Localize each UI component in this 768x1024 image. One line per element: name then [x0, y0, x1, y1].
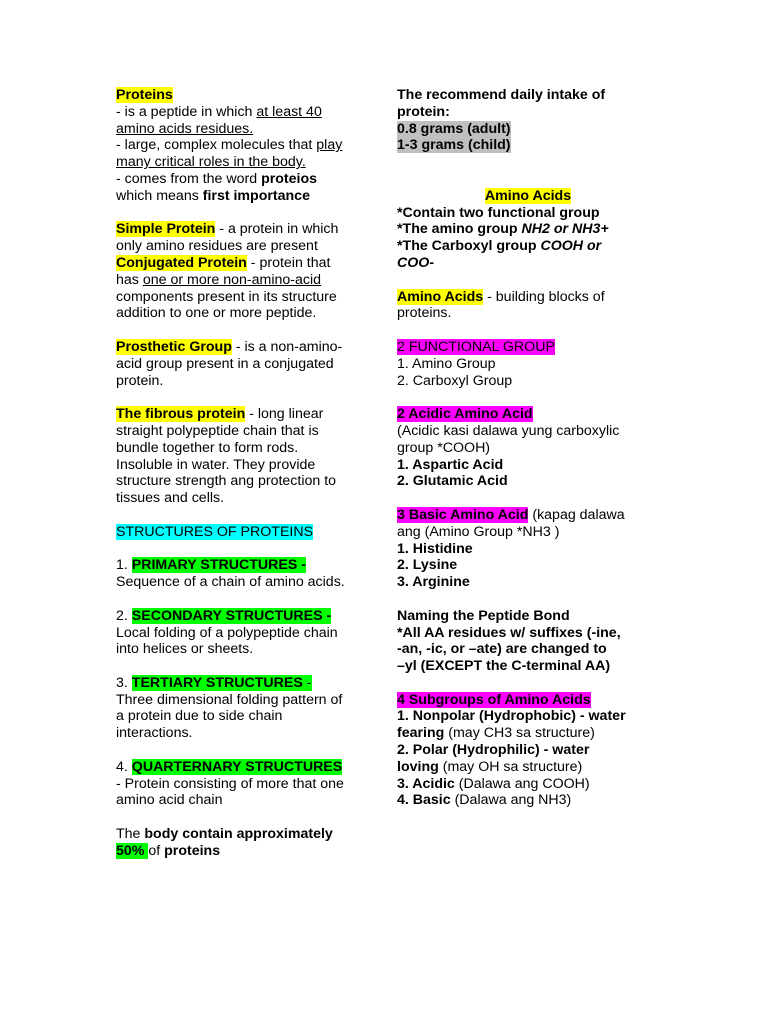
naming-line-1: *All AA residues w/ suffixes (-ine, [397, 624, 621, 641]
proteins-def-5b: proteios [261, 170, 318, 187]
acidic-item-1: 1. Aspartic Acid [397, 456, 504, 473]
fibrous-def-6: tissues and cells. [116, 490, 225, 507]
fibrous-def-2: straight polypeptide chain that is [116, 422, 319, 439]
naming-title: Naming the Peptide Bond [397, 607, 570, 624]
conjugated-def-3: components present in its structure [116, 288, 337, 305]
acidic-item-2: 2. Glutamic Acid [397, 473, 508, 490]
intake-adult: 0.8 grams (adult) [397, 120, 511, 137]
functional-group-title: 2 FUNCTIONAL GROUP [397, 338, 555, 355]
body-contain-d: proteins [164, 842, 221, 859]
basic-amino-acid-title: 3 Basic Amino Acid [397, 506, 529, 523]
fibrous-def-1: - long linear [245, 406, 324, 423]
prosthetic-def-3: protein. [116, 372, 164, 389]
subgroup-2c: (may OH sa structure) [438, 758, 583, 775]
acidic-amino-acid-title: 2 Acidic Amino Acid [397, 406, 533, 423]
prosthetic-def-1: - is a non-amino- [231, 338, 343, 355]
intake-line-1: The recommend daily intake of [397, 87, 606, 103]
proteins-def-1b: at least 40 [256, 103, 322, 120]
tertiary-def-2: a protein due to side chain [116, 708, 283, 725]
subgroup-1c: (may CH3 sa structure) [444, 725, 595, 742]
conjugated-def-2b: one or more non-amino-acid [142, 271, 322, 288]
proteins-def-5a: - comes from the word [116, 170, 262, 187]
simple-protein-term: Simple Protein [116, 221, 216, 238]
subgroup-1b: fearing [397, 725, 445, 742]
simple-protein-def-1: - a protein in which [215, 221, 339, 238]
proteins-heading: Proteins [116, 87, 173, 103]
quarternary-def-1: - Protein consisting of more that one [116, 775, 344, 792]
body-percent: 50% [116, 842, 149, 859]
body-contain-b: body contain approximately [144, 826, 333, 843]
aa-line-2a: *The amino group [397, 221, 522, 238]
subgroup-3b: (Dalawa ang COOH) [454, 775, 590, 792]
blocks-def-2: proteins. [397, 305, 452, 322]
subgroup-2a: 2. Polar (Hydrophilic) - water [397, 742, 590, 759]
aa-line-4: COO- [397, 254, 435, 271]
functional-item-1: 1. Amino Group [397, 355, 496, 372]
primary-num: 1. [116, 557, 132, 574]
simple-protein-def-2: only amino residues are present [116, 238, 318, 255]
proteins-def-6a: which means [116, 187, 203, 204]
naming-line-2: -an, -ic, or –ate) are changed to [397, 641, 607, 658]
proteins-def-6b: first importance [202, 187, 310, 204]
proteins-def-3b: play [316, 137, 343, 154]
conjugated-def-2a: has [116, 271, 143, 288]
secondary-def-1: Local folding of a polypeptide chain [116, 624, 338, 641]
basic-item-3: 3. Arginine [397, 574, 470, 591]
quarternary-structures-title: QUARTERNARY STRUCTURES [131, 758, 343, 775]
fibrous-def-3: bundle together to form rods. [116, 439, 299, 456]
quarternary-def-2: amino acid chain [116, 792, 223, 809]
tertiary-def-3: interactions. [116, 725, 193, 742]
quarternary-num: 4. [116, 758, 132, 775]
naming-line-3: –yl (EXCEPT the C-terminal AA) [397, 658, 611, 675]
subgroups-title: 4 Subgroups of Amino Acids [397, 691, 591, 708]
blocks-def-1: - building blocks of [483, 288, 605, 305]
tertiary-num: 3. [116, 674, 132, 691]
aa-line-1: *Contain two functional group [397, 204, 600, 221]
conjugated-protein-term: Conjugated Protein [116, 254, 247, 271]
fibrous-protein-term: The fibrous protein [116, 406, 246, 423]
secondary-num: 2. [116, 607, 132, 624]
basic-item-1: 1. Histidine [397, 540, 473, 557]
proteins-def-4: many critical roles in the body. [116, 154, 306, 171]
acidic-def-1: (Acidic kasi dalawa yung carboxylic [397, 422, 620, 439]
prosthetic-group-term: Prosthetic Group [116, 338, 232, 355]
subgroup-2b: loving [397, 758, 439, 775]
right-column [397, 87, 659, 809]
subgroup-3a: 3. Acidic [397, 775, 455, 792]
intake-child: 1-3 grams (child) [397, 137, 511, 154]
amino-acids-title: Amino Acids [484, 187, 572, 204]
primary-def: Sequence of a chain of amino acids. [116, 574, 345, 591]
proteins-def-2: amino acids residues. [116, 120, 254, 137]
conjugated-def-4: addition to one or more peptide. [116, 305, 317, 322]
tertiary-structures-title: TERTIARY STRUCTURES [131, 674, 303, 691]
aa-line-3a: *The Carboxyl group [397, 238, 541, 255]
subgroup-4a: 4. Basic [397, 792, 451, 809]
body-contain-c: of [148, 842, 165, 859]
functional-item-2: 2. Carboxyl Group [397, 372, 513, 389]
secondary-structures-title: SECONDARY STRUCTURES - [131, 607, 332, 624]
left-column [116, 87, 374, 860]
tertiary-def-1: Three dimensional folding pattern of [116, 691, 343, 708]
subgroup-1a: 1. Nonpolar (Hydrophobic) - water [397, 708, 626, 725]
basic-def-2: ang (Amino Group *NH3 ) [397, 523, 560, 540]
proteins-def-3a: - large, complex molecules that [116, 137, 317, 154]
subgroup-4b: (Dalawa ang NH3) [450, 792, 572, 809]
structures-heading: STRUCTURES OF PROTEINS [116, 523, 314, 540]
aa-line-3b: COOH or [540, 238, 602, 255]
proteins-def-1a: - is a peptide in which [116, 103, 257, 120]
basic-item-2: 2. Lysine [397, 557, 458, 574]
aa-line-2b: NH2 or NH3+ [521, 221, 609, 238]
acidic-def-2: group *COOH) [397, 439, 491, 456]
amino-acids-term: Amino Acids [397, 288, 484, 305]
basic-def-1: (kapag dalawa [528, 506, 625, 523]
conjugated-def-1: - protein that [246, 254, 331, 271]
fibrous-def-5: structure strength ang protection to [116, 473, 337, 490]
intake-line-2: protein: [397, 103, 450, 120]
secondary-def-2: into helices or sheets. [116, 641, 254, 658]
prosthetic-def-2: acid group present in a conjugated [116, 355, 334, 372]
fibrous-def-4: Insoluble in water. They provide [116, 456, 316, 473]
tertiary-dash: - [302, 674, 312, 691]
body-contain-a: The [116, 826, 145, 843]
primary-structures-title: PRIMARY STRUCTURES - [131, 557, 306, 574]
